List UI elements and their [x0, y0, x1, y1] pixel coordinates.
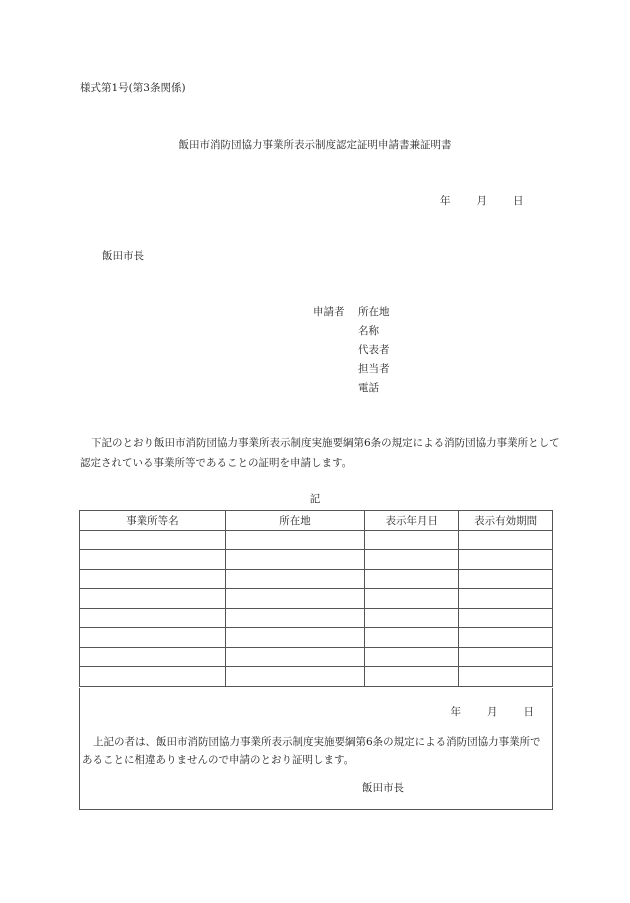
- table-cell[interactable]: [80, 589, 226, 609]
- ki-heading: 記: [309, 493, 321, 505]
- header-display-date: 表示年月日: [365, 511, 459, 531]
- request-paragraph: [80, 433, 560, 473]
- table-cell[interactable]: [225, 530, 365, 550]
- table-cell[interactable]: [459, 628, 553, 648]
- table-row: [80, 628, 553, 648]
- table-cell[interactable]: [365, 608, 459, 628]
- table-cell[interactable]: [80, 667, 226, 687]
- certification-signer: 飯田市長: [362, 782, 404, 794]
- field-address: 所在地: [358, 306, 390, 318]
- date-month: 月: [476, 195, 487, 207]
- table-row: [80, 667, 553, 687]
- table-cell[interactable]: [225, 589, 365, 609]
- table-cell[interactable]: [225, 569, 365, 589]
- application-date: [440, 193, 524, 208]
- table-cell[interactable]: [365, 589, 459, 609]
- request-text: 下記のとおり飯田市消防団協力事業所表示制度実施要綱第6条の規定による消防団協力事業所として認定されている事業所等であることの証明を申請します。: [80, 437, 560, 469]
- certification-date: [451, 704, 535, 719]
- cert-date-month: 月: [487, 706, 498, 718]
- document-title: 飯田市消防団協力事業所表示制度認定証明申請書兼証明書: [178, 139, 452, 151]
- table-cell[interactable]: [459, 647, 553, 667]
- table-cell[interactable]: [365, 628, 459, 648]
- table-cell[interactable]: [80, 608, 226, 628]
- table-cell[interactable]: [459, 569, 553, 589]
- table-cell[interactable]: [365, 569, 459, 589]
- field-representative: 代表者: [358, 344, 390, 356]
- certification-text: 上記の者は、飯田市消防団協力事業所表示制度実施要綱第6条の規定による消防団協力事業所であることに相違ありませんので申請のとおり証明します。: [82, 736, 541, 766]
- table-row: [80, 550, 553, 570]
- table-row: [80, 569, 553, 589]
- table-cell[interactable]: [365, 530, 459, 550]
- table-cell[interactable]: [80, 550, 226, 570]
- table-cell[interactable]: [459, 550, 553, 570]
- table-cell[interactable]: [225, 628, 365, 648]
- table-cell[interactable]: [225, 608, 365, 628]
- header-validity-period: 表示有効期間: [459, 511, 553, 531]
- header-business-name: 事業所等名: [80, 511, 226, 531]
- field-contact-person: 担当者: [358, 363, 390, 375]
- table-header-row: [80, 511, 553, 531]
- table-cell[interactable]: [80, 530, 226, 550]
- certification-paragraph: [82, 733, 550, 769]
- date-year: 年: [440, 195, 451, 207]
- table-row: [80, 608, 553, 628]
- table-cell[interactable]: [365, 550, 459, 570]
- table-cell[interactable]: [80, 628, 226, 648]
- cert-date-year: 年: [450, 706, 461, 718]
- header-location: 所在地: [225, 511, 365, 531]
- table-cell[interactable]: [459, 589, 553, 609]
- table-cell[interactable]: [459, 667, 553, 687]
- form-number: 様式第1号(第3条関係): [80, 82, 186, 94]
- table-cell[interactable]: [225, 647, 365, 667]
- table-cell[interactable]: [80, 647, 226, 667]
- field-phone: 電話: [358, 382, 379, 394]
- date-day: 日: [513, 195, 524, 207]
- addressee: 飯田市長: [102, 250, 144, 262]
- table-cell[interactable]: [80, 569, 226, 589]
- applicant-label: 申請者: [313, 306, 345, 318]
- field-name: 名称: [358, 325, 379, 337]
- table-cell[interactable]: [365, 647, 459, 667]
- certification-box: [79, 688, 553, 810]
- table-row: [80, 647, 553, 667]
- business-table: [79, 510, 553, 687]
- table-cell[interactable]: [225, 667, 365, 687]
- table-cell[interactable]: [459, 530, 553, 550]
- table-row: [80, 530, 553, 550]
- table-row: [80, 589, 553, 609]
- table-cell[interactable]: [225, 550, 365, 570]
- table-cell[interactable]: [365, 667, 459, 687]
- cert-date-day: 日: [523, 706, 534, 718]
- table-cell[interactable]: [459, 608, 553, 628]
